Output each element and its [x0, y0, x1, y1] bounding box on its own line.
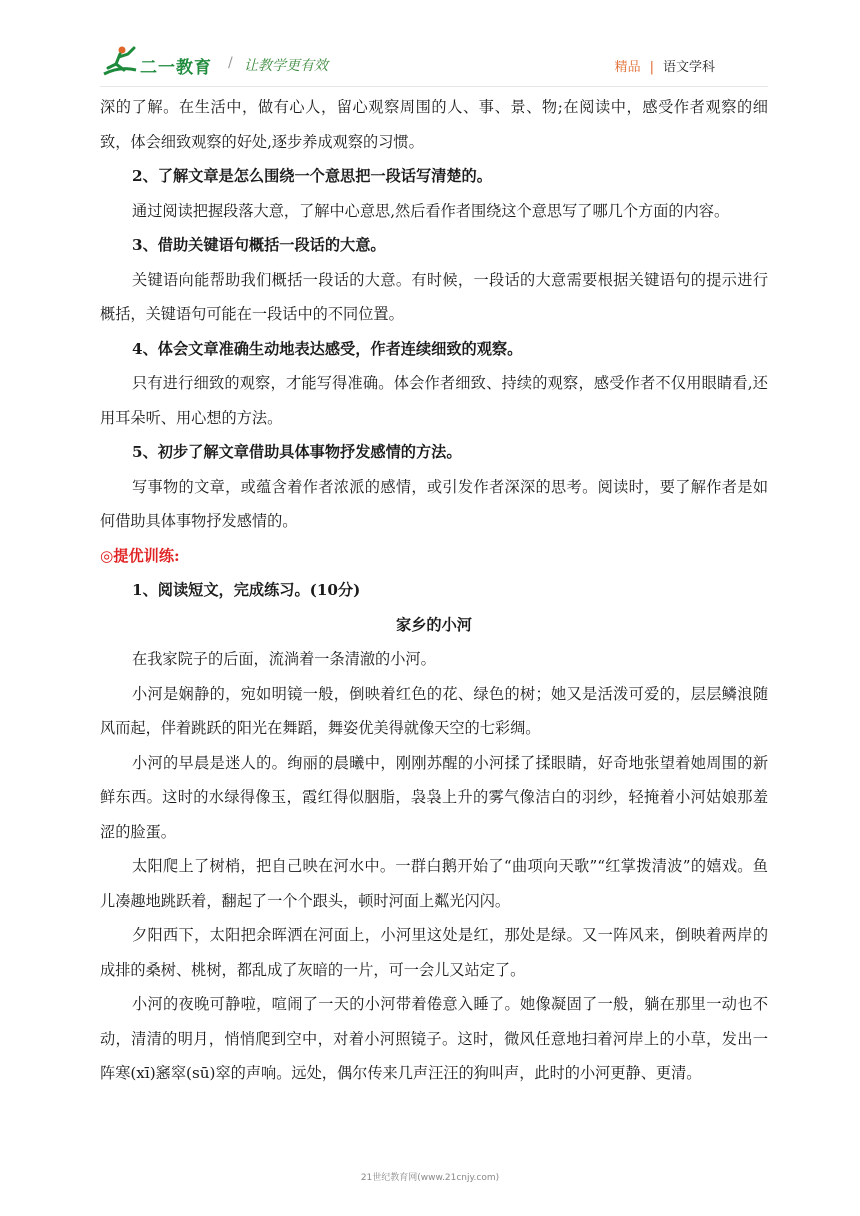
quality-tag: 精品 — [614, 60, 641, 75]
passage-paragraph: 小河的夜晚可静啦，喧闹了一天的小河带着倦意入睡了。她像凝固了一般，躺在那里一动也不动，清清的明月，悄悄爬到空中，对着小河照镜子。这时，微风任意地扫着河岸上的小草，发出一阵寒(xī)窸窣(sū)窣的声响。远处，偶尔传来几声汪汪的狗叫声，此时的小河更静、更清。 — [100, 995, 768, 1082]
passage-paragraph: 小河的早晨是迷人的。绚丽的晨曦中，刚刚苏醒的小河揉了揉眼睛，好奇地张望着她周围的新鲜东西。这时的水绿得像玉，霞红得似胭脂，袅袅上升的雾气像洁白的羽纱，轻掩着小河姑娘那羞涩的脸蛋。 — [100, 753, 768, 841]
point-heading: 3、借助关键语句概括一段话的大意。 — [132, 236, 386, 254]
document-body — [100, 90, 768, 1091]
brand-slogan: 让教学更有效 — [244, 58, 328, 74]
paragraph: 关键语向能帮助我们概括一段话的大意。有时候，一段话的大意需要根据关键语句的提示进行概括，关键语句可能在一段话中的不同位置。 — [100, 270, 768, 323]
brand-name: 二一教育 — [140, 58, 212, 78]
subject-tag: 语文学科 — [662, 60, 715, 75]
passage-paragraph: 夕阳西下，太阳把余晖洒在河面上，小河里这处是红，那处是绿。又一阵风来，倒映着两岸的成排的桑树、桃树，都乱成了灰暗的一片，可一会儿又站定了。 — [100, 926, 768, 979]
point-heading: 5、初步了解文章借助具体事物抒发感情的方法。 — [132, 443, 462, 461]
passage-paragraph: 在我家院子的后面，流淌着一条清澈的小河。 — [132, 650, 436, 668]
paragraph: 写事物的文章，或蕴含着作者浓派的感情，或引发作者深深的思考。阅读时，要了解作者是如何借助具体事物抒发感情的。 — [100, 477, 768, 530]
section-heading: ◎提优训练: — [100, 546, 180, 565]
paragraph: 只有进行细致的观察，才能写得准确。体会作者细致、持续的观察，感受作者不仅用眼睛看,还用耳朵听、用心想的方法。 — [100, 374, 768, 427]
tag-separator: | — [649, 60, 654, 75]
paragraph: 通过阅读把握段落大意，了解中心意思,然后看作者围绕这个意思写了哪几个方面的内容。 — [132, 201, 730, 220]
passage-paragraph: 太阳爬上了树梢，把自己映在河水中。一群白鹅开始了“曲项向天歌”“红掌拨清波”的嬉戏。鱼儿凑趣地跳跃着，翻起了一个个跟头，顿时河面上粼光闪闪。 — [100, 857, 768, 910]
header-rule — [100, 86, 768, 87]
passage-paragraph: 小河是娴静的，宛如明镜一般，倒映着红色的花、绿色的树；她又是活泼可爱的，层层鳞浪随风而起，伴着跳跃的阳光在舞蹈，舞姿优美得就像天空的七彩绸。 — [100, 684, 768, 737]
page-footer: 21世纪教育网(www.21cnjy.com) — [360, 1173, 500, 1183]
point-heading: 2、了解文章是怎么围绕一个意思把一段话写清楚的。 — [132, 167, 492, 185]
point-heading: 4、体会文章准确生动地表达感受，作者连续细致的观察。 — [132, 339, 523, 358]
header-tags — [615, 56, 715, 75]
paragraph: 深的了解。在生活中，做有心人，留心观察周围的人、事、景、物;在阅读中，感受作者观察的细致，体会细致观察的好处,逐步养成观察的习惯。 — [100, 98, 768, 151]
passage-title: 家乡的小河 — [396, 615, 472, 634]
header-divider: / — [228, 55, 233, 71]
page-header — [100, 44, 770, 84]
question-heading: 1、阅读短文，完成练习。(10分) — [132, 581, 361, 599]
